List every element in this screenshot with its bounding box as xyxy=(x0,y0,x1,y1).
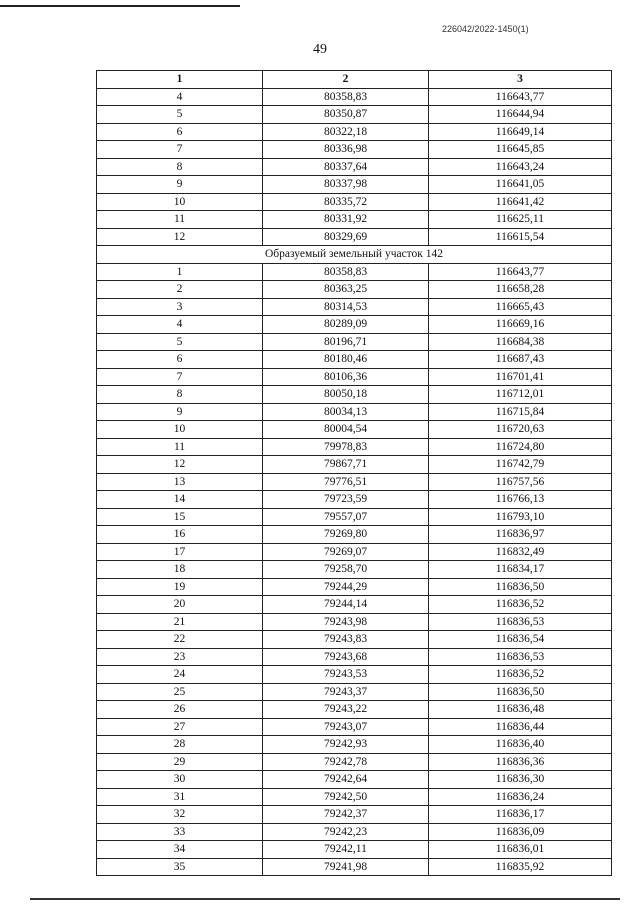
table-row xyxy=(97,298,612,316)
x-coordinate-cell: 80196,71 xyxy=(263,333,429,351)
x-coordinate-cell: 79776,51 xyxy=(263,473,429,491)
x-coordinate-cell: 80337,98 xyxy=(263,176,429,194)
table-row xyxy=(97,141,612,159)
x-coordinate-cell: 80180,46 xyxy=(263,351,429,369)
x-coordinate-cell: 79867,71 xyxy=(263,456,429,474)
x-coordinate-cell: 80335,72 xyxy=(263,193,429,211)
point-number-cell: 5 xyxy=(97,333,263,351)
y-coordinate-cell: 116757,56 xyxy=(429,473,612,491)
page-number: 49 xyxy=(313,42,327,57)
table-row xyxy=(97,403,612,421)
x-coordinate-cell: 79242,78 xyxy=(263,753,429,771)
y-coordinate-cell: 116641,05 xyxy=(429,176,612,194)
point-number-cell: 20 xyxy=(97,596,263,614)
y-coordinate-cell: 116665,43 xyxy=(429,298,612,316)
y-coordinate-cell: 116684,38 xyxy=(429,333,612,351)
y-coordinate-cell: 116742,79 xyxy=(429,456,612,474)
y-coordinate-cell: 116658,28 xyxy=(429,281,612,299)
x-coordinate-cell: 80337,64 xyxy=(263,158,429,176)
point-number-cell: 11 xyxy=(97,438,263,456)
x-coordinate-cell: 79242,11 xyxy=(263,841,429,859)
x-coordinate-cell: 79269,07 xyxy=(263,543,429,561)
table-row xyxy=(97,788,612,806)
column-header: 2 xyxy=(263,71,429,89)
table-row xyxy=(97,543,612,561)
table-body-group-b xyxy=(97,263,612,876)
point-number-cell: 28 xyxy=(97,736,263,754)
point-number-cell: 9 xyxy=(97,403,263,421)
table-row xyxy=(97,386,612,404)
table-row xyxy=(97,456,612,474)
point-number-cell: 11 xyxy=(97,211,263,229)
x-coordinate-cell: 80106,36 xyxy=(263,368,429,386)
table-row xyxy=(97,823,612,841)
x-coordinate-cell: 79243,37 xyxy=(263,683,429,701)
y-coordinate-cell: 116625,11 xyxy=(429,211,612,229)
y-coordinate-cell: 116835,92 xyxy=(429,858,612,876)
x-coordinate-cell: 79244,14 xyxy=(263,596,429,614)
x-coordinate-cell: 80363,25 xyxy=(263,281,429,299)
y-coordinate-cell: 116644,94 xyxy=(429,106,612,124)
coordinates-table xyxy=(96,70,612,876)
x-coordinate-cell: 79241,98 xyxy=(263,858,429,876)
x-coordinate-cell: 80004,54 xyxy=(263,421,429,439)
x-coordinate-cell: 79269,80 xyxy=(263,526,429,544)
table-body-group-a xyxy=(97,88,612,246)
table-row xyxy=(97,211,612,229)
point-number-cell: 22 xyxy=(97,631,263,649)
y-coordinate-cell: 116836,01 xyxy=(429,841,612,859)
column-header: 3 xyxy=(429,71,612,89)
x-coordinate-cell: 79244,29 xyxy=(263,578,429,596)
point-number-cell: 15 xyxy=(97,508,263,526)
table-row xyxy=(97,316,612,334)
table-row xyxy=(97,333,612,351)
table-row xyxy=(97,351,612,369)
table-row xyxy=(97,508,612,526)
table-row xyxy=(97,438,612,456)
x-coordinate-cell: 80289,09 xyxy=(263,316,429,334)
table-row xyxy=(97,263,612,281)
table-row xyxy=(97,526,612,544)
table-row xyxy=(97,281,612,299)
point-number-cell: 30 xyxy=(97,771,263,789)
y-coordinate-cell: 116832,49 xyxy=(429,543,612,561)
x-coordinate-cell: 79243,53 xyxy=(263,666,429,684)
y-coordinate-cell: 116643,77 xyxy=(429,263,612,281)
table-row xyxy=(97,648,612,666)
point-number-cell: 23 xyxy=(97,648,263,666)
y-coordinate-cell: 116836,36 xyxy=(429,753,612,771)
y-coordinate-cell: 116836,09 xyxy=(429,823,612,841)
point-number-cell: 16 xyxy=(97,526,263,544)
table-row xyxy=(97,473,612,491)
point-number-cell: 10 xyxy=(97,421,263,439)
x-coordinate-cell: 79557,07 xyxy=(263,508,429,526)
y-coordinate-cell: 116720,63 xyxy=(429,421,612,439)
x-coordinate-cell: 80034,13 xyxy=(263,403,429,421)
table-row xyxy=(97,631,612,649)
point-number-cell: 34 xyxy=(97,841,263,859)
point-number-cell: 7 xyxy=(97,368,263,386)
point-number-cell: 21 xyxy=(97,613,263,631)
section-title-row xyxy=(97,246,612,264)
table-row xyxy=(97,683,612,701)
point-number-cell: 27 xyxy=(97,718,263,736)
point-number-cell: 18 xyxy=(97,561,263,579)
bottom-rule xyxy=(30,898,620,900)
y-coordinate-cell: 116641,42 xyxy=(429,193,612,211)
y-coordinate-cell: 116687,43 xyxy=(429,351,612,369)
table-row xyxy=(97,753,612,771)
point-number-cell: 12 xyxy=(97,456,263,474)
table-row xyxy=(97,176,612,194)
y-coordinate-cell: 116724,80 xyxy=(429,438,612,456)
x-coordinate-cell: 79243,07 xyxy=(263,718,429,736)
point-number-cell: 29 xyxy=(97,753,263,771)
document-id: 226042/2022-1450(1) xyxy=(442,24,529,34)
table-row xyxy=(97,718,612,736)
y-coordinate-cell: 116836,50 xyxy=(429,683,612,701)
top-rule xyxy=(0,5,240,7)
x-coordinate-cell: 80050,18 xyxy=(263,386,429,404)
y-coordinate-cell: 116715,84 xyxy=(429,403,612,421)
point-number-cell: 2 xyxy=(97,281,263,299)
x-coordinate-cell: 79242,37 xyxy=(263,806,429,824)
point-number-cell: 8 xyxy=(97,386,263,404)
y-coordinate-cell: 116701,41 xyxy=(429,368,612,386)
table-row xyxy=(97,806,612,824)
y-coordinate-cell: 116836,30 xyxy=(429,771,612,789)
point-number-cell: 6 xyxy=(97,351,263,369)
y-coordinate-cell: 116712,01 xyxy=(429,386,612,404)
y-coordinate-cell: 116643,24 xyxy=(429,158,612,176)
table-row xyxy=(97,666,612,684)
y-coordinate-cell: 116836,48 xyxy=(429,701,612,719)
column-header: 1 xyxy=(97,71,263,89)
y-coordinate-cell: 116836,54 xyxy=(429,631,612,649)
point-number-cell: 6 xyxy=(97,123,263,141)
point-number-cell: 3 xyxy=(97,298,263,316)
x-coordinate-cell: 79243,22 xyxy=(263,701,429,719)
table-row xyxy=(97,701,612,719)
x-coordinate-cell: 79242,50 xyxy=(263,788,429,806)
y-coordinate-cell: 116649,14 xyxy=(429,123,612,141)
table-row xyxy=(97,228,612,246)
point-number-cell: 8 xyxy=(97,158,263,176)
y-coordinate-cell: 116836,97 xyxy=(429,526,612,544)
y-coordinate-cell: 116836,17 xyxy=(429,806,612,824)
y-coordinate-cell: 116836,53 xyxy=(429,613,612,631)
table-row xyxy=(97,88,612,106)
table-row xyxy=(97,193,612,211)
table-row xyxy=(97,491,612,509)
x-coordinate-cell: 79723,59 xyxy=(263,491,429,509)
x-coordinate-cell: 80358,83 xyxy=(263,263,429,281)
point-number-cell: 31 xyxy=(97,788,263,806)
point-number-cell: 19 xyxy=(97,578,263,596)
x-coordinate-cell: 80350,87 xyxy=(263,106,429,124)
x-coordinate-cell: 80336,98 xyxy=(263,141,429,159)
point-number-cell: 9 xyxy=(97,176,263,194)
point-number-cell: 4 xyxy=(97,88,263,106)
x-coordinate-cell: 79243,83 xyxy=(263,631,429,649)
point-number-cell: 5 xyxy=(97,106,263,124)
table-row xyxy=(97,106,612,124)
y-coordinate-cell: 116766,13 xyxy=(429,491,612,509)
table-row xyxy=(97,368,612,386)
table-row xyxy=(97,858,612,876)
x-coordinate-cell: 80322,18 xyxy=(263,123,429,141)
x-coordinate-cell: 80314,53 xyxy=(263,298,429,316)
table-row xyxy=(97,771,612,789)
y-coordinate-cell: 116793,10 xyxy=(429,508,612,526)
x-coordinate-cell: 79243,68 xyxy=(263,648,429,666)
y-coordinate-cell: 116836,24 xyxy=(429,788,612,806)
point-number-cell: 13 xyxy=(97,473,263,491)
table-row xyxy=(97,736,612,754)
x-coordinate-cell: 79242,93 xyxy=(263,736,429,754)
table-row xyxy=(97,596,612,614)
point-number-cell: 32 xyxy=(97,806,263,824)
table-row xyxy=(97,421,612,439)
table-row xyxy=(97,578,612,596)
point-number-cell: 35 xyxy=(97,858,263,876)
y-coordinate-cell: 116836,40 xyxy=(429,736,612,754)
x-coordinate-cell: 79243,98 xyxy=(263,613,429,631)
point-number-cell: 17 xyxy=(97,543,263,561)
point-number-cell: 12 xyxy=(97,228,263,246)
y-coordinate-cell: 116836,52 xyxy=(429,596,612,614)
x-coordinate-cell: 79258,70 xyxy=(263,561,429,579)
table-row xyxy=(97,561,612,579)
point-number-cell: 14 xyxy=(97,491,263,509)
y-coordinate-cell: 116836,44 xyxy=(429,718,612,736)
y-coordinate-cell: 116615,54 xyxy=(429,228,612,246)
point-number-cell: 24 xyxy=(97,666,263,684)
point-number-cell: 26 xyxy=(97,701,263,719)
y-coordinate-cell: 116836,53 xyxy=(429,648,612,666)
y-coordinate-cell: 116834,17 xyxy=(429,561,612,579)
y-coordinate-cell: 116669,16 xyxy=(429,316,612,334)
table-row xyxy=(97,841,612,859)
point-number-cell: 7 xyxy=(97,141,263,159)
y-coordinate-cell: 116643,77 xyxy=(429,88,612,106)
y-coordinate-cell: 116836,52 xyxy=(429,666,612,684)
x-coordinate-cell: 79242,23 xyxy=(263,823,429,841)
section-title: Образуемый земельный участок 142 xyxy=(97,246,612,264)
x-coordinate-cell: 79242,64 xyxy=(263,771,429,789)
x-coordinate-cell: 80331,92 xyxy=(263,211,429,229)
x-coordinate-cell: 80358,83 xyxy=(263,88,429,106)
table-row xyxy=(97,158,612,176)
x-coordinate-cell: 80329,69 xyxy=(263,228,429,246)
table-row xyxy=(97,123,612,141)
point-number-cell: 1 xyxy=(97,263,263,281)
point-number-cell: 33 xyxy=(97,823,263,841)
table-header-row xyxy=(97,71,612,89)
point-number-cell: 4 xyxy=(97,316,263,334)
point-number-cell: 10 xyxy=(97,193,263,211)
point-number-cell: 25 xyxy=(97,683,263,701)
table-row xyxy=(97,613,612,631)
y-coordinate-cell: 116836,50 xyxy=(429,578,612,596)
x-coordinate-cell: 79978,83 xyxy=(263,438,429,456)
y-coordinate-cell: 116645,85 xyxy=(429,141,612,159)
